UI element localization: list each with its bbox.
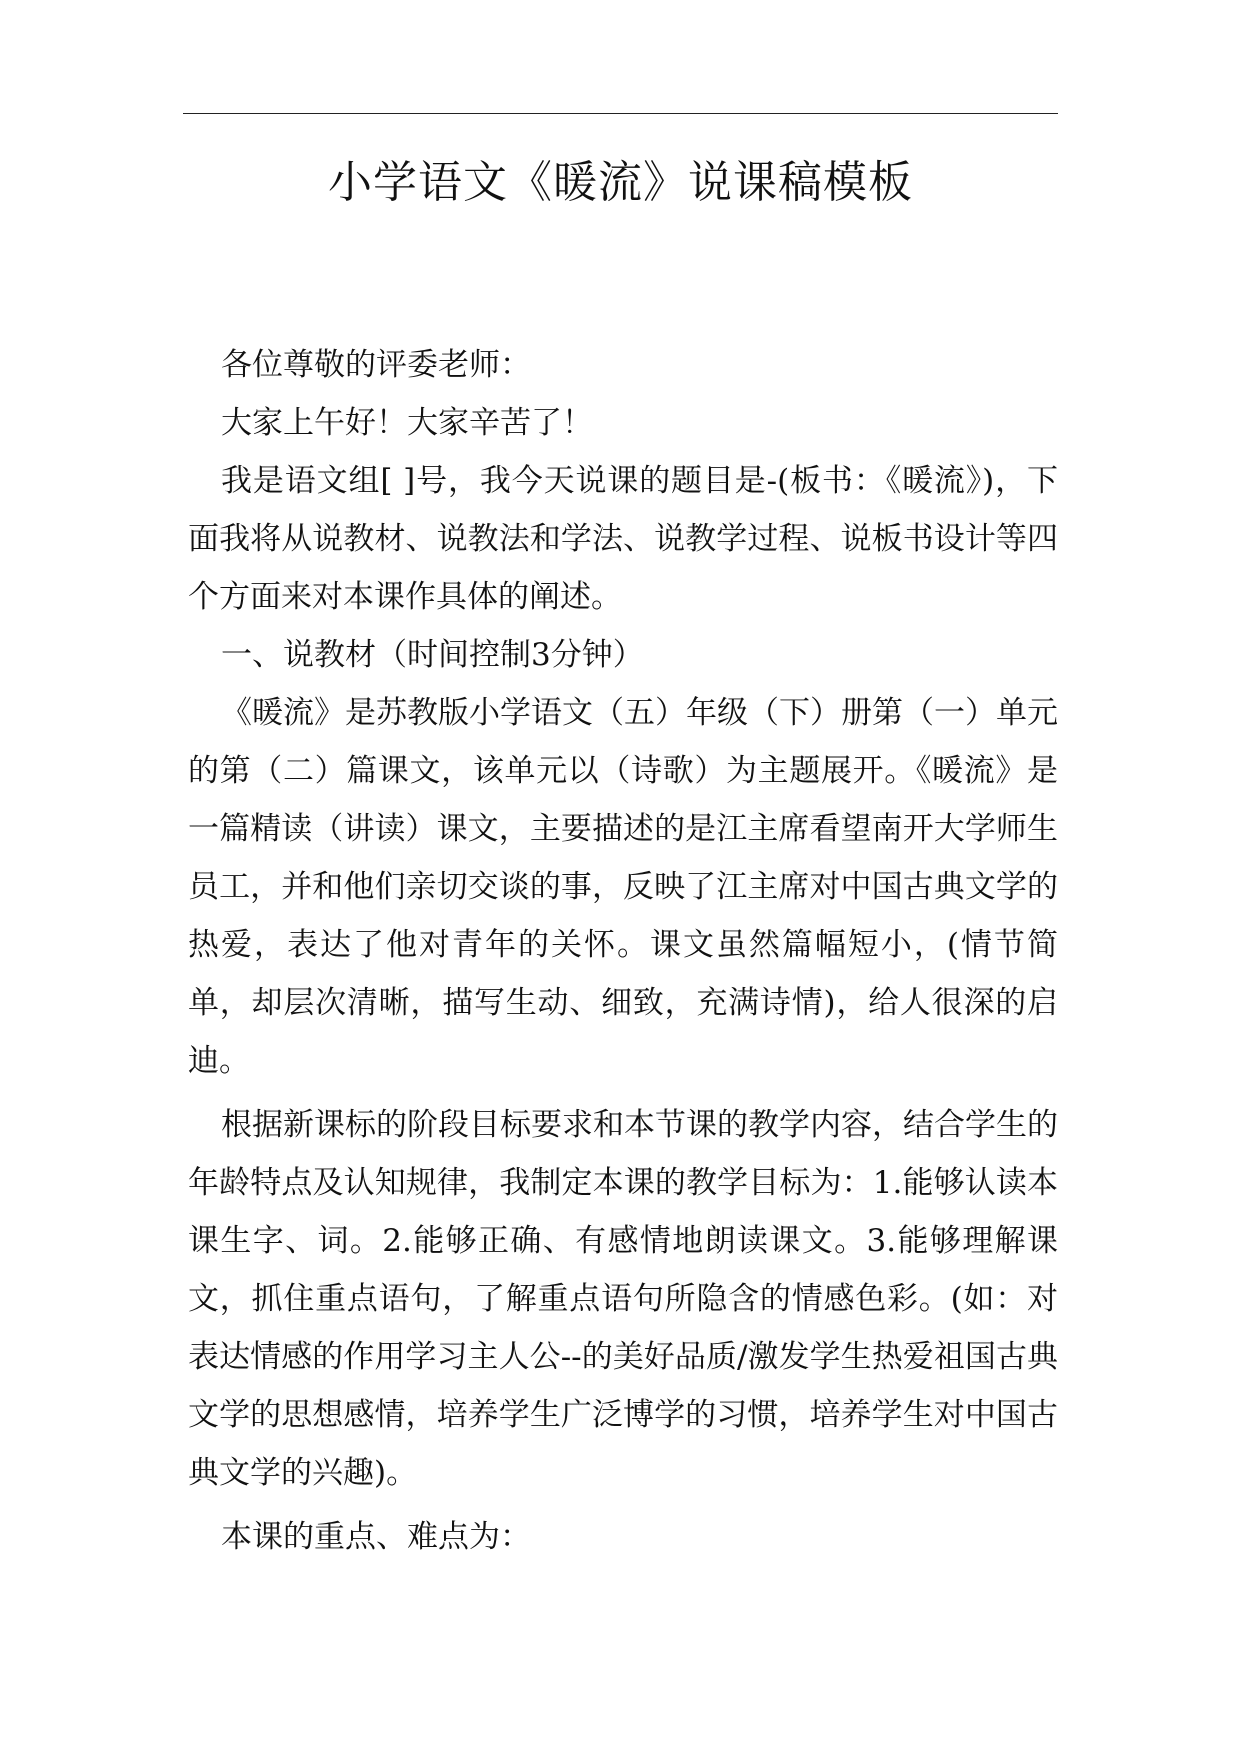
paragraph-textbook-analysis: 《暖流》是苏教版小学语文（五）年级（下）册第（一）单元的第（二）篇课文，该单元以（诗歌）为主题展开。《暖流》是一篇精读（讲读）课文，主要描述的是江主席看望南开大学师生员工，并和他们亲切交谈的事，反映了江主席对中国古典文学的热爱，表达了他对青年的关怀。课文虽然篇幅短小，(情节简单，却层次清晰，描写生动、细致，充满诗情)，给人很深的启迪。: [188, 695, 1058, 1079]
document-title: 小学语文《暖流》说课稿模板: [328, 157, 913, 208]
paragraph-salutation: 大家上午好！大家辛苦了！: [221, 405, 593, 441]
paragraph-introduction: 我是语文组[ ]号，我今天说课的题目是-(板书：《暖流》)，下面我将从说教材、说教法和学法、说教学过程、说板书设计等四个方面来对本课作具体的阐述。: [188, 463, 1058, 615]
document-body: [188, 336, 1058, 1566]
paragraph-key-points: 本课的重点、难点为：: [221, 1519, 531, 1555]
paragraph-greeting: 各位尊敬的评委老师：: [221, 347, 531, 383]
header-rule: [183, 113, 1058, 114]
paragraph-section-heading: 一、说教材（时间控制3分钟）: [221, 637, 644, 673]
paragraph-teaching-goals: 根据新课标的阶段目标要求和本节课的教学内容，结合学生的年龄特点及认知规律，我制定本课的教学目标为：1.能够认读本课生字、词。2.能够正确、有感情地朗读课文。3.能够理解课文，抓住重点语句，了解重点语句所隐含的情感色彩。(如：对表达情感的作用学习主人公--的美好品质/激发学生热爱祖国古典文学的思想感情，培养学生广泛博学的习惯，培养学生对中国古典文学的兴趣)。: [188, 1107, 1058, 1491]
